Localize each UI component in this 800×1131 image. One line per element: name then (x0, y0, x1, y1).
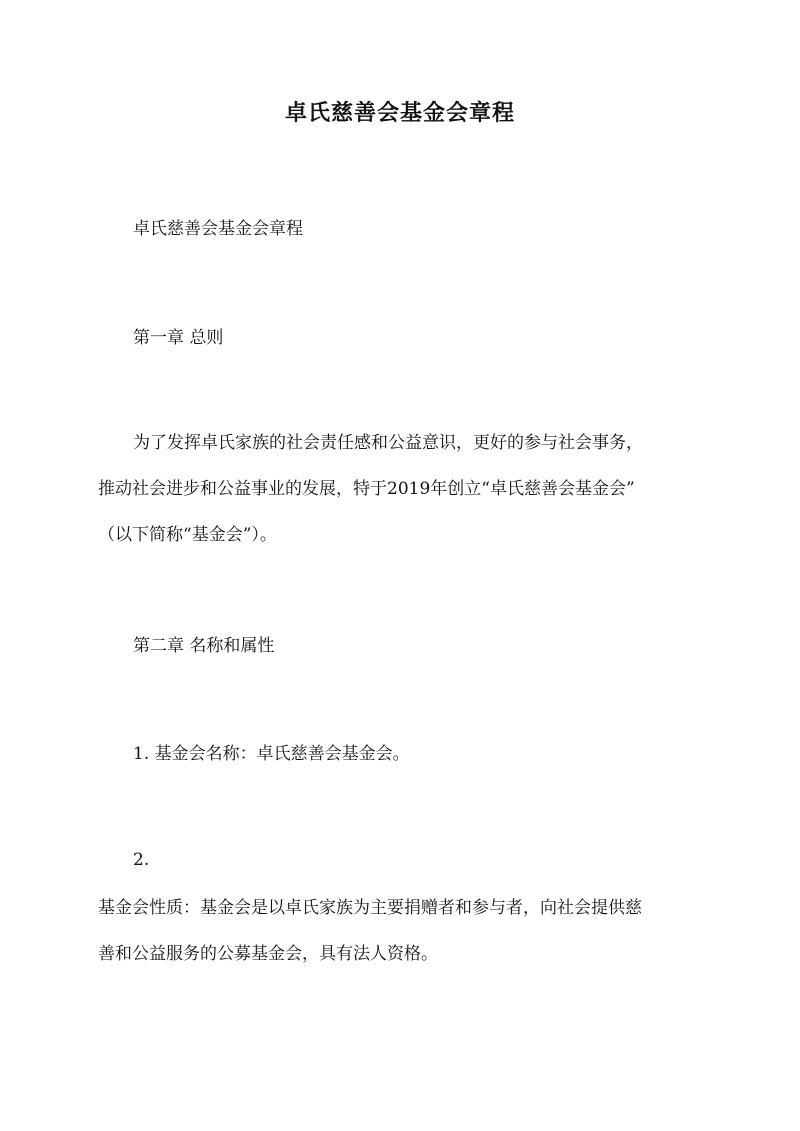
item-1-text: 1. 基金会名称：卓氏慈善会基金会。 (133, 744, 410, 764)
chapter-2-item-2-body (98, 885, 708, 977)
paragraph-line: 善和公益服务的公募基金会，具有法人资格。 (98, 944, 438, 964)
chapter-2-heading-text: 第二章 名称和属性 (133, 636, 275, 656)
subtitle-text: 卓氏慈善会基金会章程 (133, 219, 303, 239)
paragraph-line: 为了发挥卓氏家族的社会责任感和公益意识，更好的参与社会事务， (133, 433, 643, 453)
chapter-2-item-1 (98, 731, 743, 777)
chapter-1-heading (98, 315, 743, 361)
chapter-2-item-2-number (98, 837, 743, 883)
chapter-2-heading (98, 623, 743, 669)
item-2-number-text: 2. (133, 850, 150, 870)
paragraph-line: （以下简称“基金会”）。 (98, 525, 277, 545)
chapter-1-heading-text: 第一章 总则 (133, 328, 224, 348)
chapter-1-paragraph (98, 420, 708, 558)
paragraph-line: 基金会性质：基金会是以卓氏家族为主要捐赠者和参与者，向社会提供慈 (98, 898, 642, 918)
document-title: 卓氏慈善会基金会章程 (284, 100, 515, 126)
document-subtitle (98, 206, 743, 252)
paragraph-line: 推动社会进步和公益事业的发展，特于2019年创立“卓氏慈善会基金会” (98, 479, 635, 499)
